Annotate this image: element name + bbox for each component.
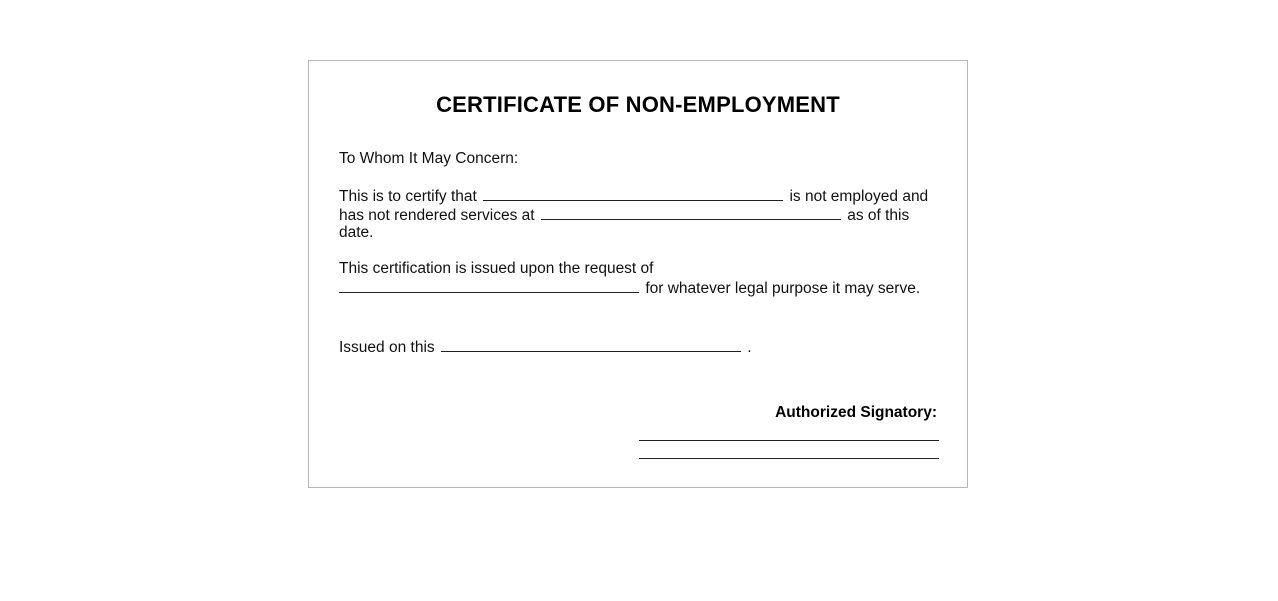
certify-suffix: is not employed and	[789, 188, 929, 205]
certify-line-2	[339, 204, 909, 225]
certificate-title: CERTIFICATE OF NON-EMPLOYMENT	[436, 92, 840, 117]
signatory-label: Authorized Signatory:	[775, 404, 937, 421]
certificate-document	[308, 60, 968, 488]
purpose-text: for whatever legal purpose it may serve.	[645, 280, 921, 297]
request-line-1: This certification is issued upon the request of	[339, 260, 654, 277]
request-line-2	[339, 277, 920, 298]
certify-line-3: date.	[339, 224, 374, 241]
signature-line	[639, 440, 939, 441]
salutation-text: To Whom It May Concern:	[339, 150, 519, 167]
issued-date-line	[339, 336, 752, 357]
certify-line-1	[339, 185, 928, 206]
requester-name-blank	[339, 277, 639, 293]
issued-suffix: .	[747, 339, 752, 356]
certify-prefix: This is to certify that	[339, 188, 477, 205]
services-suffix: as of this	[847, 207, 910, 224]
issued-date-blank	[441, 336, 741, 352]
company-name-blank	[541, 204, 841, 220]
issued-prefix: Issued on this	[339, 339, 435, 356]
signatory-name-line	[639, 458, 939, 459]
employee-name-blank	[483, 185, 783, 201]
services-prefix: has not rendered services at	[339, 207, 535, 224]
